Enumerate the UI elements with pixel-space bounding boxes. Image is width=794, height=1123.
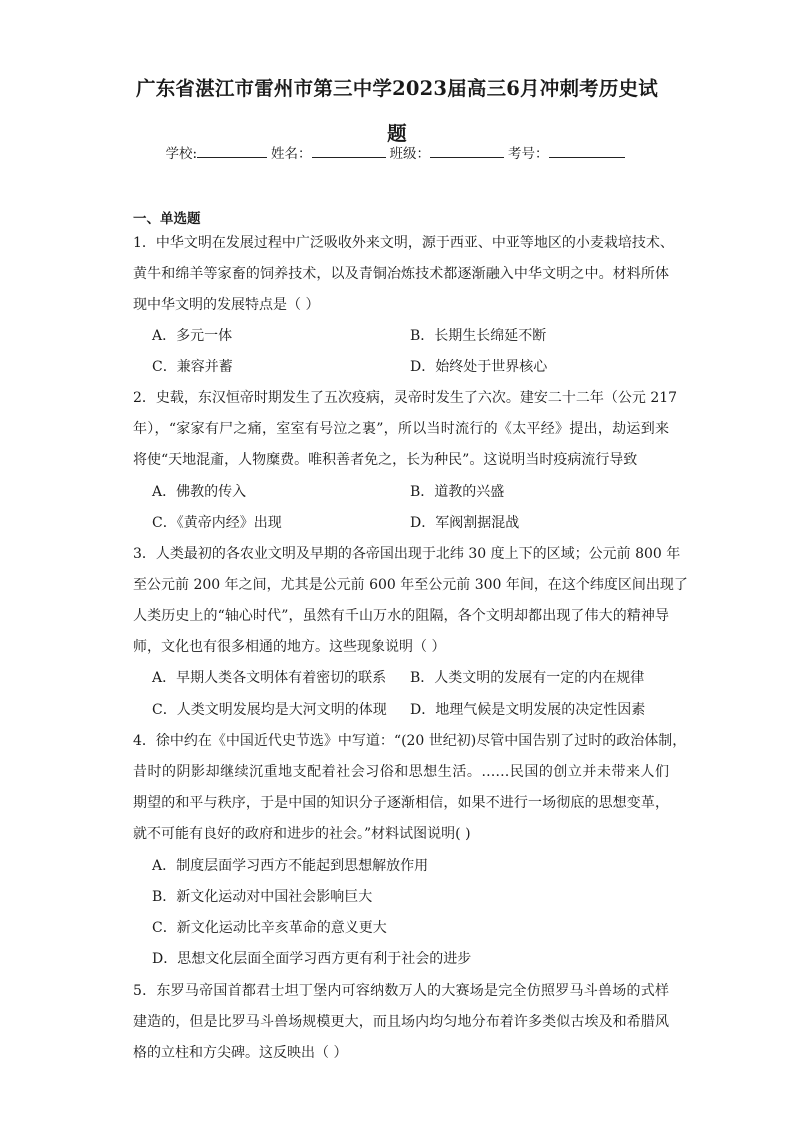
q3-line-3: 人类历史上的“轴心时代”，虽然有千山万水的阻隔，各个文明却都出现了伟大的精神导: [133, 608, 669, 624]
q2-line-1: 2．史载，东汉恒帝时期发生了五次疫病，灵帝时发生了六次。建安二十二年（公元 217: [133, 390, 678, 406]
q4-line-2: 昔时的阴影却继续沉重地支配着社会习俗和思想生活。……民国的创立并未带来人们: [133, 764, 669, 780]
name-blank[interactable]: [312, 143, 386, 158]
q1-option-c[interactable]: C．兼容并蓄: [152, 359, 233, 375]
q4-option-a[interactable]: A．制度层面学习西方不能起到思想解放作用: [152, 858, 429, 874]
title-line-2: 题: [387, 122, 407, 145]
q4-line-4: 就不可能有良好的政府和进步的社会。”材料试图说明( ): [133, 826, 471, 842]
title-line-1: 广东省湛江市雷州市第三中学2023届高三6月冲刺考历史试: [136, 77, 658, 100]
q4-option-d[interactable]: D．思想文化层面全面学习西方更有利于社会的进步: [152, 951, 472, 967]
q3-option-c[interactable]: C．人类文明发展均是大河文明的体现: [152, 702, 387, 718]
q4-line-3: 期望的和平与秩序，于是中国的知识分子逐渐相信，如果不进行一场彻底的思想变革，: [133, 795, 669, 811]
section-heading: 一、单选题: [133, 211, 201, 227]
class-blank[interactable]: [430, 143, 504, 158]
exam-no-label: 考号：: [508, 146, 549, 162]
name-label: 姓名：: [271, 146, 312, 162]
q1-option-a[interactable]: A．多元一体: [152, 328, 233, 344]
q2-option-a[interactable]: A．佛教的传入: [152, 484, 247, 500]
q3-option-d[interactable]: D．地理气候是文明发展的决定性因素: [410, 702, 646, 718]
q2-option-c[interactable]: C．《黄帝内经》出现: [152, 515, 282, 531]
q4-option-b[interactable]: B．新文化运动对中国社会影响巨大: [152, 889, 373, 905]
exam-no-blank[interactable]: [549, 143, 625, 158]
q3-line-1: 3．人类最初的各农业文明及早期的各帝国出现于北纬 30 度上下的区域；公元前 800 年: [133, 546, 681, 562]
school-blank[interactable]: [197, 143, 267, 158]
q5-line-3: 格的立柱和方尖碑。这反映出（ ）: [133, 1045, 348, 1061]
school-label: 学校:: [165, 146, 198, 162]
q4-line-1: 4．徐中约在《中国近代史节选》中写道：“(20 世纪初)尽管中国告别了过时的政治体制，: [133, 733, 687, 749]
q3-option-b[interactable]: B．人类文明的发展有一定的内在规律: [410, 670, 645, 686]
q1-line-3: 现中华文明的发展特点是（ ）: [133, 297, 320, 313]
q2-option-d[interactable]: D．军阀割据混战: [410, 515, 520, 531]
student-info-row: [0, 143, 794, 164]
q1-line-1: 1．中华文明在发展过程中广泛吸收外来文明，源于西亚、中亚等地区的小麦栽培技术、: [133, 235, 674, 251]
q2-line-2: 年），“家家有尸之痛，室室有号泣之裏”，所以当时流行的《太平经》提出，劫运到来: [133, 421, 669, 437]
q5-line-1: 5．东罗马帝国首都君士坦丁堡内可容纳数万人的大赛场是完全仿照罗马斗兽场的式样: [133, 983, 669, 999]
q3-line-2: 至公元前 200 年之间，尤其是公元前 600 年至公元前 300 年间，在这个纬度区间出现了: [133, 577, 688, 593]
q1-option-b[interactable]: B．长期生长绵延不断: [410, 328, 547, 344]
q2-line-3: 将使“天地混齑，人物糜费。唯积善者免之，长为种民”。这说明当时疫病流行导致: [133, 452, 638, 468]
q3-line-4: 师，文化也有很多相通的地方。这些现象说明（ ）: [133, 639, 446, 655]
class-label: 班级：: [389, 146, 431, 162]
q2-option-b[interactable]: B．道教的兴盛: [410, 484, 505, 500]
q4-option-c[interactable]: C．新文化运动比辛亥革命的意义更大: [152, 920, 387, 936]
q3-option-a[interactable]: A．早期人类各文明体有着密切的联系: [152, 670, 387, 686]
q5-line-2: 建造的，但是比罗马斗兽场规模更大，而且场内均匀地分布着许多类似古埃及和希腊风: [133, 1014, 669, 1030]
q1-line-2: 黄牛和绵羊等家畜的饲养技术，以及青铜冶炼技术都逐渐融入中华文明之中。材料所体: [133, 266, 669, 282]
q1-option-d[interactable]: D．始终处于世界核心: [410, 359, 548, 375]
